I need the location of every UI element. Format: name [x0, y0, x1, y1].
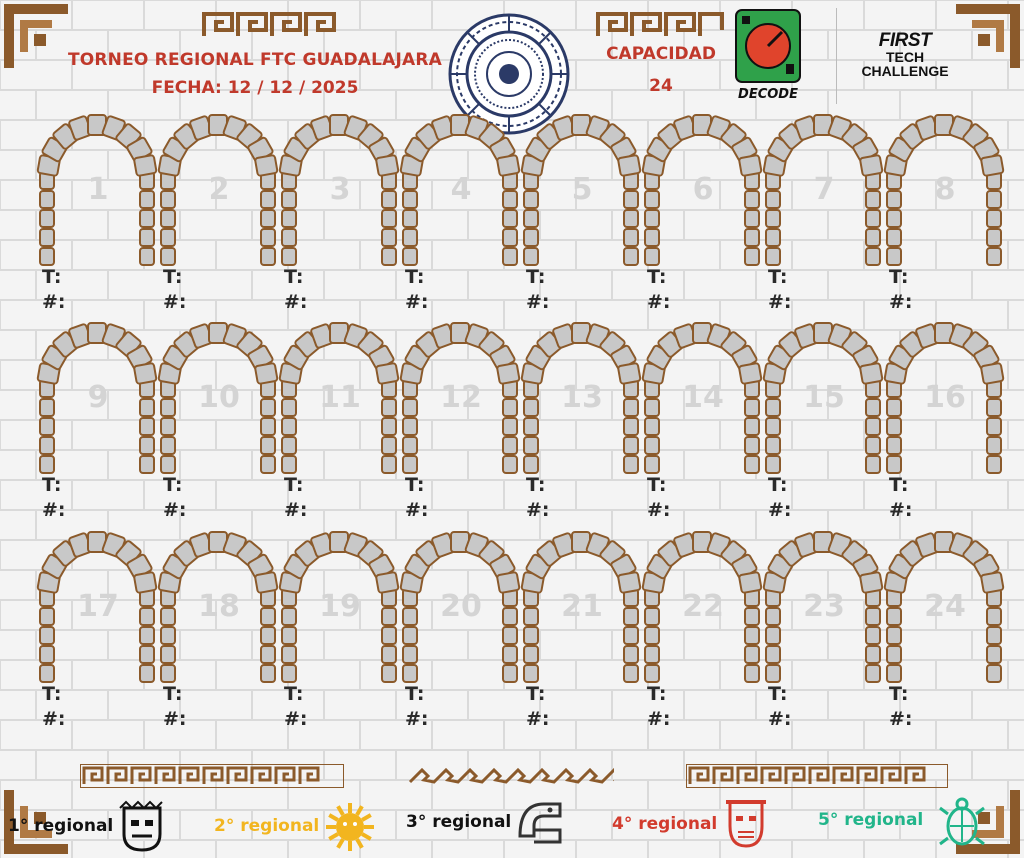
team-slot	[520, 110, 642, 313]
team-slot	[399, 527, 521, 730]
team-label: T:	[163, 266, 183, 288]
team-label: T:	[647, 474, 667, 496]
team-slot	[883, 527, 1005, 730]
aztec-mask-icon	[116, 800, 168, 854]
team-number-label: #:	[889, 291, 913, 313]
turtle-icon	[936, 796, 988, 850]
team-label: T:	[768, 683, 788, 705]
team-number-label: #:	[526, 708, 550, 730]
fret-band-bottom-right-icon	[686, 764, 948, 788]
legend-label: 5° regional	[818, 810, 924, 830]
team-slot	[883, 318, 1005, 521]
team-slot	[399, 110, 521, 313]
slot-number: 9	[87, 380, 109, 415]
team-number-label: #:	[526, 291, 550, 313]
team-label: T:	[889, 266, 909, 288]
team-label: T:	[526, 474, 546, 496]
team-label: T:	[889, 683, 909, 705]
slot-number: 18	[198, 589, 240, 624]
team-number-label: #:	[768, 708, 792, 730]
slot-number: 12	[440, 380, 482, 415]
slot-number: 17	[77, 589, 119, 624]
slot-number: 13	[561, 380, 603, 415]
team-slot	[157, 527, 279, 730]
slot-number: 14	[682, 380, 724, 415]
team-slot	[762, 318, 884, 521]
team-number-label: #:	[526, 499, 550, 521]
team-number-label: #:	[647, 708, 671, 730]
capacity-value: 24	[649, 76, 673, 96]
slot-number: 11	[319, 380, 361, 415]
team-label: T:	[405, 474, 425, 496]
slot-number: 16	[924, 380, 966, 415]
team-number-label: #:	[284, 291, 308, 313]
team-slot	[36, 318, 158, 521]
team-label: T:	[768, 474, 788, 496]
team-slot	[762, 527, 884, 730]
team-label: T:	[647, 683, 667, 705]
slot-number: 1	[87, 172, 109, 207]
first-logo-line: FIRST	[878, 30, 932, 51]
logo-divider	[836, 8, 837, 104]
team-label: T:	[647, 266, 667, 288]
team-number-label: #:	[889, 708, 913, 730]
tournament-date: FECHA: 12 / 12 / 2025	[151, 78, 359, 98]
capacity-label: CAPACIDAD	[606, 44, 716, 64]
corner-ornament-top-right-icon	[952, 0, 1024, 72]
team-slot	[278, 110, 400, 313]
team-label: T:	[284, 683, 304, 705]
fret-band-bottom-left-icon	[80, 764, 344, 788]
slot-number: 2	[208, 172, 230, 207]
team-slot	[762, 110, 884, 313]
tech-logo-line: TECH	[885, 49, 925, 65]
team-label: T:	[284, 474, 304, 496]
team-label: T:	[768, 266, 788, 288]
team-number-label: #:	[889, 499, 913, 521]
team-slot	[278, 527, 400, 730]
team-slot	[641, 318, 763, 521]
team-slot	[641, 110, 763, 313]
team-number-label: #:	[405, 708, 429, 730]
slot-number: 22	[682, 589, 724, 624]
legend-label: 1° regional	[8, 816, 114, 836]
fret-ornament-top-right-icon	[596, 10, 724, 38]
team-slot	[520, 527, 642, 730]
team-label: T:	[405, 683, 425, 705]
team-number-label: #:	[768, 499, 792, 521]
team-slot	[399, 318, 521, 521]
team-number-label: #:	[42, 499, 66, 521]
team-slot	[883, 110, 1005, 313]
team-number-label: #:	[163, 499, 187, 521]
legend-label: 4° regional	[612, 814, 718, 834]
team-number-label: #:	[284, 708, 308, 730]
team-number-label: #:	[163, 708, 187, 730]
decode-logo-text: DECODE	[738, 87, 798, 102]
sun-face-icon	[324, 800, 376, 854]
capacity-block	[596, 44, 726, 96]
slot-number: 24	[924, 589, 966, 624]
slot-number: 6	[692, 172, 714, 207]
team-slot	[157, 318, 279, 521]
team-label: T:	[42, 683, 62, 705]
slot-number: 20	[440, 589, 482, 624]
team-label: T:	[163, 474, 183, 496]
team-label: T:	[526, 683, 546, 705]
slot-number: 10	[198, 380, 240, 415]
team-number-label: #:	[163, 291, 187, 313]
legend-label: 2° regional	[214, 816, 320, 836]
team-label: T:	[405, 266, 425, 288]
decode-logo-icon	[732, 8, 804, 108]
team-slot	[36, 110, 158, 313]
serpent-head-icon	[514, 796, 566, 850]
slot-number: 3	[329, 172, 351, 207]
team-number-label: #:	[42, 708, 66, 730]
team-number-label: #:	[405, 499, 429, 521]
team-slot	[157, 110, 279, 313]
slot-number: 19	[319, 589, 361, 624]
wave-band-bottom-center-icon	[408, 766, 614, 786]
team-label: T:	[889, 474, 909, 496]
team-label: T:	[42, 474, 62, 496]
team-slot	[520, 318, 642, 521]
slot-number: 23	[803, 589, 845, 624]
header-block	[60, 50, 450, 98]
slot-number: 8	[934, 172, 956, 207]
slot-number: 4	[450, 172, 472, 207]
slot-number: 15	[803, 380, 845, 415]
team-slot	[641, 527, 763, 730]
slot-number: 21	[561, 589, 603, 624]
team-number-label: #:	[42, 291, 66, 313]
tournament-title: TORNEO REGIONAL FTC GUADALAJARA	[67, 50, 443, 70]
warrior-mask-icon	[720, 796, 772, 850]
team-label: T:	[526, 266, 546, 288]
team-label: T:	[284, 266, 304, 288]
team-number-label: #:	[405, 291, 429, 313]
slot-number: 5	[571, 172, 593, 207]
team-number-label: #:	[647, 291, 671, 313]
legend-label: 3° regional	[406, 812, 512, 832]
fret-ornament-top-left-icon	[202, 10, 338, 38]
team-label: T:	[163, 683, 183, 705]
challenge-logo-line: CHALLENGE	[861, 63, 949, 79]
team-slot	[36, 527, 158, 730]
team-number-label: #:	[768, 291, 792, 313]
team-slot	[278, 318, 400, 521]
team-number-label: #:	[284, 499, 308, 521]
first-tech-challenge-logo	[852, 32, 958, 78]
team-number-label: #:	[647, 499, 671, 521]
team-label: T:	[42, 266, 62, 288]
slot-number: 7	[813, 172, 835, 207]
